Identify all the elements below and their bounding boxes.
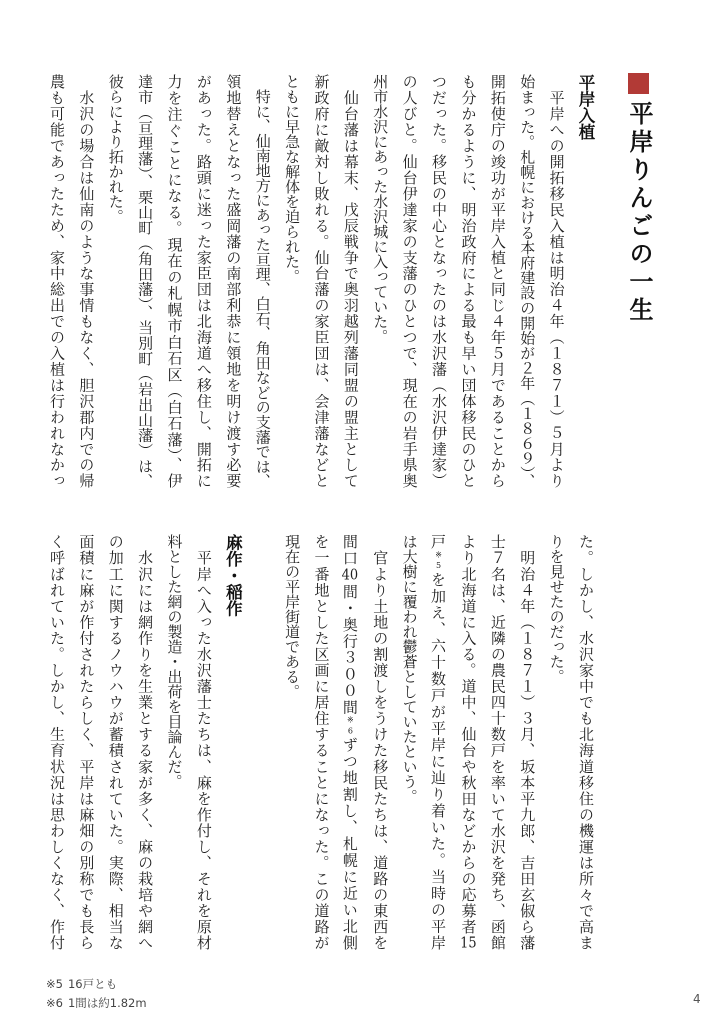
text-column: 水沢には網作りを生業とする家が多く、麻の栽培や網へ	[136, 534, 155, 950]
footnote-text: 16戸とも	[67, 977, 118, 991]
number-horizontal: 40	[341, 567, 359, 583]
text-column: 彼らにより拓かれた。	[106, 74, 125, 224]
text-column: 現在の平岸街道である。	[283, 534, 302, 699]
footnote-mark: ※6	[46, 996, 63, 1010]
footnote-reference: ※5	[434, 550, 444, 571]
text-segment: より北海道に入る。道中、仙台や秋田などからの応募者	[459, 534, 478, 935]
footnote-text: 1間は約1.82m	[67, 996, 147, 1010]
text-column: 特に、仙南地方にあった亘理、白石、角田などの支藩では、	[253, 74, 272, 488]
text-column: 達市（亘理藩）、栗山町（角田藩）、当別町（岩出山藩）は、	[136, 74, 155, 488]
text-column: 力を注ぐことになる。現在の札幌市白石区（白石藩）、伊	[165, 74, 184, 488]
footnote	[46, 994, 147, 1013]
text-column: の人びと。仙台伊達家の支藩のひとつで、現在の岩手県奥	[400, 74, 419, 488]
text-column: 開拓使庁の竣功が平岸入植と同じ４年５月であることから	[488, 74, 507, 488]
text-column: ともに早急な解体を迫られた。	[283, 74, 302, 284]
footnotes	[46, 975, 147, 1013]
text-column: 面積に麻が作付されたらしく、平岸は麻畑の別称でも長ら	[77, 534, 96, 950]
title-accent-square	[628, 73, 649, 94]
text-column: 明治４年（１８７１）３月、坂本平九郎、吉田玄俶ら藩	[518, 534, 537, 950]
text-column: を一番地とした区画に居住することになった。この道路が	[312, 534, 331, 950]
text-column: りを見せたのだった。	[547, 534, 566, 684]
text-segment: 間・奥行３００間	[340, 583, 359, 716]
text-column: 官より土地の割渡しをうけた移民たちは、道路の東西を	[371, 534, 390, 950]
text-column: 農も可能であったため、家中総出での入植は行われなかっ	[47, 74, 66, 488]
text-column: も分かるように、明治政府による最も早い団体移民のひと	[459, 74, 478, 488]
text-column: 平岸へ入った水沢藩士たちは、麻を作付し、それを原材	[194, 534, 213, 950]
text-column: があった。路頭に迷った家臣団は北海道へ移住し、開拓に	[194, 74, 213, 488]
text-column	[424, 534, 453, 950]
column-gap	[247, 534, 276, 950]
text-column: 士７名は、近隣の農民四十数戸を率いて水沢を発ち、函館	[488, 534, 507, 950]
section-settlement	[41, 74, 600, 488]
text-column: 州市水沢にあった水沢城に入っていた。	[371, 74, 390, 344]
text-column: つだった。移民の中心となったのは水沢藩（水沢伊達家）	[430, 74, 449, 488]
text-column: 領地替えとなった盛岡藩の南部利恭に領地を明け渡す必要	[224, 74, 243, 488]
text-column: た。しかし、水沢家中でも北海道移住の機運は所々で高ま	[577, 534, 595, 950]
text-column: 始まった。札幌における本府建設の開始が２年（１８６９）、	[518, 74, 537, 488]
section-hemp-rice	[41, 534, 600, 950]
text-column: 水沢の場合は仙南のような事情もなく、胆沢郡内での帰	[77, 74, 96, 488]
footnote	[46, 975, 147, 994]
text-column: 新政府に敵対し敗れる。仙台藩の家臣団は、会津藩などと	[312, 74, 331, 488]
text-column: 料とした網の製造・出荷を目論んだ。	[165, 534, 184, 789]
page-number: 4	[693, 992, 701, 1006]
text-column: 平岸への開拓移民入植は明治４年（１８７１）５月より	[547, 74, 566, 488]
number-horizontal: 15	[460, 935, 477, 950]
text-column	[453, 534, 482, 950]
text-segment: 間口	[340, 534, 359, 568]
section-heading: 平岸入植	[576, 74, 595, 140]
text-column: 仙台藩は幕末、戊辰戦争で奥羽越列藩同盟の盟主として	[341, 74, 360, 488]
text-column	[335, 534, 364, 950]
footnote-reference: ※6	[345, 715, 355, 736]
text-column: の加工に関するノウハウが蓄積されていた。実際、相当な	[106, 534, 125, 950]
page-title: 平岸りんごの一生	[625, 101, 653, 325]
text-segment: ずつ地割し、札幌に近い北側	[340, 735, 359, 951]
text-segment: を加え、六十数戸が平岸に辿り着いた。当時の平岸	[429, 570, 448, 951]
text-column: く呼ばれていた。しかし、生育状況は思わしくなく、作付	[47, 534, 66, 950]
footnote-mark: ※5	[46, 977, 63, 991]
section-heading: 麻作・稲作	[223, 534, 243, 617]
text-segment: 戸	[429, 534, 448, 551]
text-column: は大樹に覆われ鬱蒼としていたという。	[400, 534, 419, 804]
